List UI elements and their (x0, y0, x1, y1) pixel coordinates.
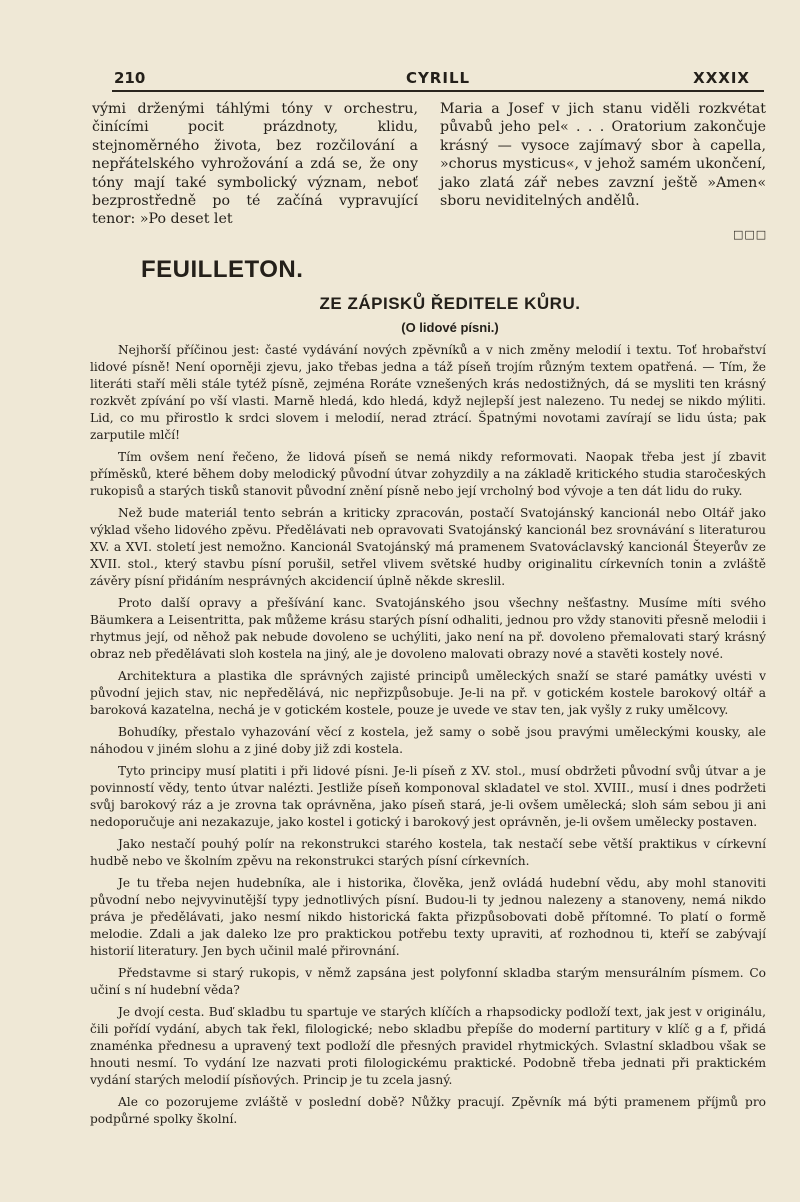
paragraph: Architektura a plastika dle správných zajisté principů uměleckých snaží se staré památky uvésti v původní jejich stav, nic nepředělává, nic nepřizpůsobuje. Je-li na př. v gotickém kostele barokový oltář a baroková kazatelna, nechá je v gotickém kostele, pouze je uvede ve stav ten, jak vyšly z ruky umělcovy. (90, 669, 766, 717)
paragraph: Nejhorší příčinou jest: časté vydávání nových zpěvníků a v nich změny melodií i textu. Toť hrobařství lidové písně! Není oporněji zjevu, jako třebas jedna a táž píseň trojím různým textem opatřená. — Tím, že literáti staří měli stále tytéž písně, zejména Roráte vznešených krás nedostižných, dá se mysliti ten krásný rozkvět zpívání po vší vlasti. Marně hledá, kdo hledá, když nejlepší jest nalezeno. Tu nedej se nikdo mýliti. Lid, co mu přirostlo k srdci slovem i melodií, nerad ztrácí. Špatnými novotami zavírají se lidu ústa; pak zarputile mlčí! (90, 343, 766, 442)
paragraph: Bohudíky, přestalo vyhazování věcí z kostela, jež samy o sobě jsou pravými uměleckými kousky, ale náhodou v jiném slohu a z jiné doby již zdi kostela. (90, 725, 766, 756)
paragraph: Než bude materiál tento sebrán a kriticky zpracován, postačí Svatojánský kancionál nebo Oltář jako výklad všeho lidového zpěvu. Předělávati neb opravovati Svatojánský kancionál bez srovnávání s literaturou XV. a XVI. století jest nemožno. Kancionál Svatojánský má pramenem Svatováclavský kancionál Šteyerův ze XVII. stol., který stavbu písní porušil, setřel vlivem světské hudby originalitu církevních tonin a zvláště závěry písní přidáním nesprávných akcidencií úplně někde skreslil. (90, 506, 766, 588)
page-header (112, 68, 764, 92)
paragraph: Jako nestačí pouhý polír na rekonstrukci starého kostela, tak nestačí sebe větší praktikus v církevní hudbě nebo ve školním zpěvu na rekonstrukci starých písní církevních. (90, 837, 766, 868)
volume-number: XXXIX (693, 69, 750, 87)
paragraph: Je dvojí cesta. Buď skladbu tu spartuje ve starých klíčích a rhapsodicky podloží text, jak jest v originálu, čili pořídí vydání, abych tak řekl, filologické; nebo skladbu přepíše do moderní partitury v klíč g a f, přidá znaménka přednesu a upravený text podloží dle přesných pravidel rhytmických. Svlastní skladbou však se hnouti nesmí. To vydání lze nazvati proti filologickému praktické. Podobně třeba jednati při praktickém vydání starých melodií písňových. Princip je tu zcela jasný. (90, 1005, 766, 1087)
continued-text-left-column (92, 100, 418, 229)
section-heading: FEUILLETON. (141, 256, 304, 283)
paragraph: Představme si starý rukopis, v němž zapsána jest polyfonní skladba starým mensurálním písmem. Co učiní s ní hudební věda? (90, 966, 766, 997)
article-body (90, 342, 766, 1128)
paragraph: Tyto principy musí platiti i při lidové písni. Je-li píseň z XV. stol., musí obdržeti původní svůj útvar a je povinností vědy, tento útvar nalézti. Jestliže píseň komponoval skladatel ve stol. XVIII., musí i dnes podržeti svůj barokový ráz a je zrovna tak oprávněna, jako píseň stará, je-li ovšem umělecká; sloh sám sebou ji ani nedoporučuje ani nezakazuje, jako kostel i gotický i barokový jest oprávněn, je-li ovšem umělecky postaven. (90, 764, 766, 829)
continued-text-right-column (440, 100, 766, 210)
paragraph: Proto další opravy a přešívání kanc. Svatojánského jsou všechny nešťastny. Musíme míti svého Bäumkera a Leisentritta, pak můžeme krásu starých písní odhaliti, jednou pro vždy stanoviti přesně melodii i rhytmus její, od něhož pak nebude dovoleno se uchýliti, jako není na př. dovoleno přemalovati starý krásný obraz neb předělávati sloh kostela na jiný, ale je dovoleno malovati obrazy nové a stavěti kostely nové. (90, 596, 766, 661)
paragraph: Tím ovšem není řečeno, že lidová píseň se nemá nikdy reformovati. Naopak třeba jest jí zbavit příměsků, které během doby melodický původní útvar zohyzdily a na základě kritického studia staročeských rukopisů a starých tisků stanovit původní znění písně nebo její vrcholný bod vývoje a ten dát lidu do ruky. (90, 450, 766, 498)
article-subtitle: (O lidové písni.) (401, 320, 499, 335)
article-title: ZE ZÁPISKŮ ŘEDITELE KŮRU. (319, 294, 581, 313)
page-number: 210 (114, 69, 146, 87)
section-end-ornament: □□□ (733, 228, 768, 241)
left-column-text: vými drženými táhlými tóny v orchestru, činícími pocit prázdnoty, klidu, stejnoměrného života, bez rozčilování a nepřátelského vyhrožování a zdá se, že ony tóny mají také symbolický význam, neboť bezprostředně po té začíná vypravující tenor: »Po deset let (92, 101, 418, 228)
journal-title: CYRILL (405, 69, 471, 87)
right-column-text: Maria a Josef v jich stanu viděli rozkvétat půvabů jeho pel« . . . Oratorium zakončuje krásný — vysoce zajímavý sbor à capella, »chorus mysticus«, v jehož samém ukončení, jako zlatá zář nebes zavzní ještě »Amen« sboru neviditelných andělů. (440, 101, 766, 210)
paragraph: Je tu třeba nejen hudebníka, ale i historika, člověka, jenž ovládá hudební vědu, aby mohl stanoviti původní nebo nejvyvinutější typy jednotlivých písní. Budou-li ty jednou nalezeny a stanoveny, nemá nikdo práva je předělávati, jako nesmí nikdo historická fakta přizpůsobovati době přítomné. To platí o formě melodie. Zdali a jak daleko lze pro praktickou potřebu texty upraviti, ať rozhodnou ti, kteří se zabývají historií literatury. Jen bych učinil malé přirovnání. (90, 876, 766, 958)
paragraph: Ale co pozorujeme zvláště v poslední době? Nůžky pracují. Zpěvník má býti pramenem příjmů pro podpůrné spolky školní. (90, 1095, 766, 1126)
